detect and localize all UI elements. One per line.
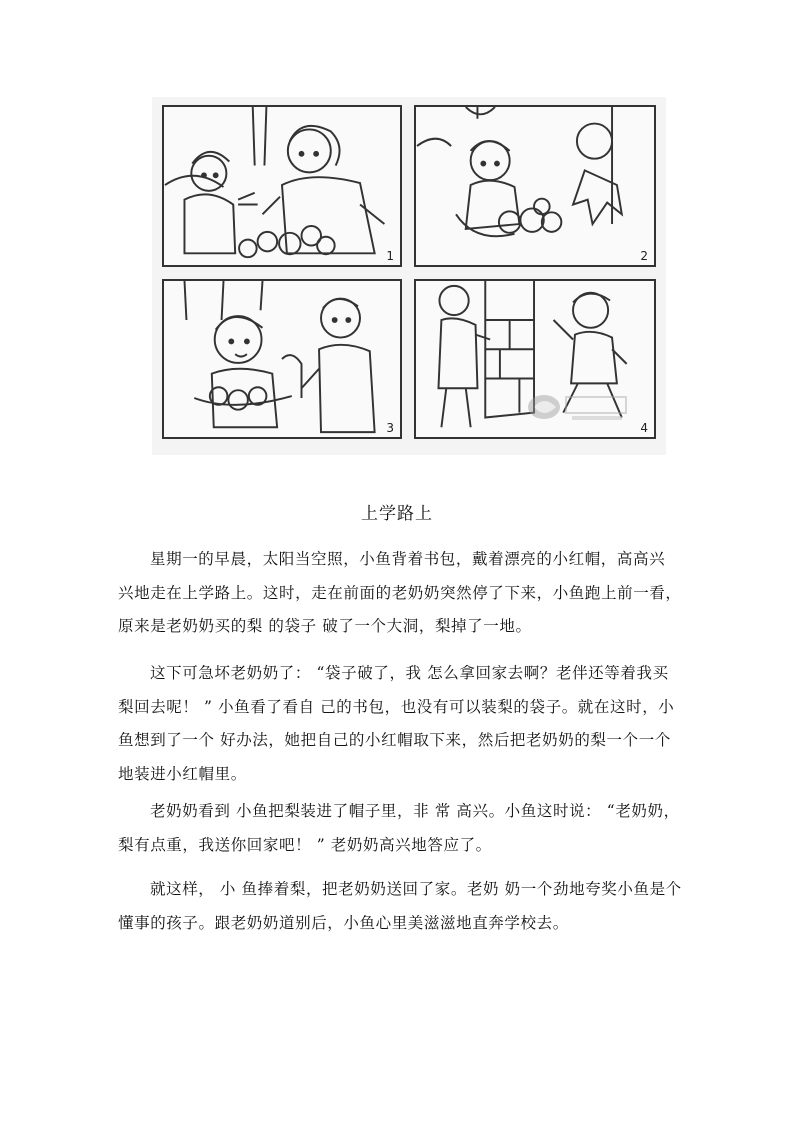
story-paragraph-3 bbox=[118, 795, 678, 862]
panel-number: 2 bbox=[640, 249, 648, 263]
panel-number: 3 bbox=[386, 421, 394, 435]
story-paragraph-2 bbox=[118, 657, 678, 791]
comic-panel-1 bbox=[162, 105, 402, 267]
panel-3-illustration bbox=[164, 281, 400, 437]
text-line: 兴地走在上学路上。这时，走在前面的老奶奶突然停了下来，小鱼跑上前一看， bbox=[118, 583, 682, 602]
text-line: 懂事的孩子。跟老奶奶道别后，小鱼心里美滋滋地直奔学校去。 bbox=[118, 913, 569, 932]
text-line: 梨回去呢！ ” 小鱼看了看自 己的书包，也没有可以装梨的袋子。就在这时，小 bbox=[118, 697, 675, 716]
panel-2-illustration bbox=[416, 107, 654, 265]
watermark-logo-icon bbox=[524, 389, 634, 425]
panel-1-illustration bbox=[164, 107, 400, 265]
story-paragraph-4 bbox=[118, 873, 682, 940]
panel-number: 1 bbox=[386, 249, 394, 263]
text-line: 地装进小红帽里。 bbox=[118, 764, 247, 783]
comic-panel-4 bbox=[414, 279, 656, 439]
text-line: 老奶奶看到 小鱼把梨装进了帽子里，非 常 高兴。小鱼这时说： “老奶奶， bbox=[150, 802, 680, 820]
text-line: 星期一的早晨，太阳当空照，小鱼背着书包，戴着漂亮的小红帽，高高兴 bbox=[150, 550, 666, 568]
text-line: 原来是老奶奶买的梨 的袋子 破了一个大洞，梨掉了一地。 bbox=[118, 617, 532, 635]
comic-panel-2 bbox=[414, 105, 656, 267]
story-paragraph-1 bbox=[118, 543, 682, 644]
text-line: 梨有点重，我送你回家吧！ ” 老奶奶高兴地答应了。 bbox=[118, 835, 492, 854]
panel-number: 4 bbox=[640, 421, 648, 435]
text-line: 鱼想到了一个 好办法，她把自己的小红帽取下来，然后把老奶奶的梨一个一个 bbox=[118, 731, 671, 749]
comic-strip bbox=[152, 97, 666, 455]
comic-panel-3 bbox=[162, 279, 402, 439]
text-line: 就这样， 小 鱼捧着梨，把老奶奶送回了家。老奶 奶一个劲地夸奖小鱼是个 bbox=[150, 880, 682, 898]
text-line: 这下可急坏老奶奶了： “袋子破了，我 怎么拿回家去啊？老伴还等着我买 bbox=[150, 664, 669, 682]
story-title: 上学路上 bbox=[361, 504, 433, 524]
